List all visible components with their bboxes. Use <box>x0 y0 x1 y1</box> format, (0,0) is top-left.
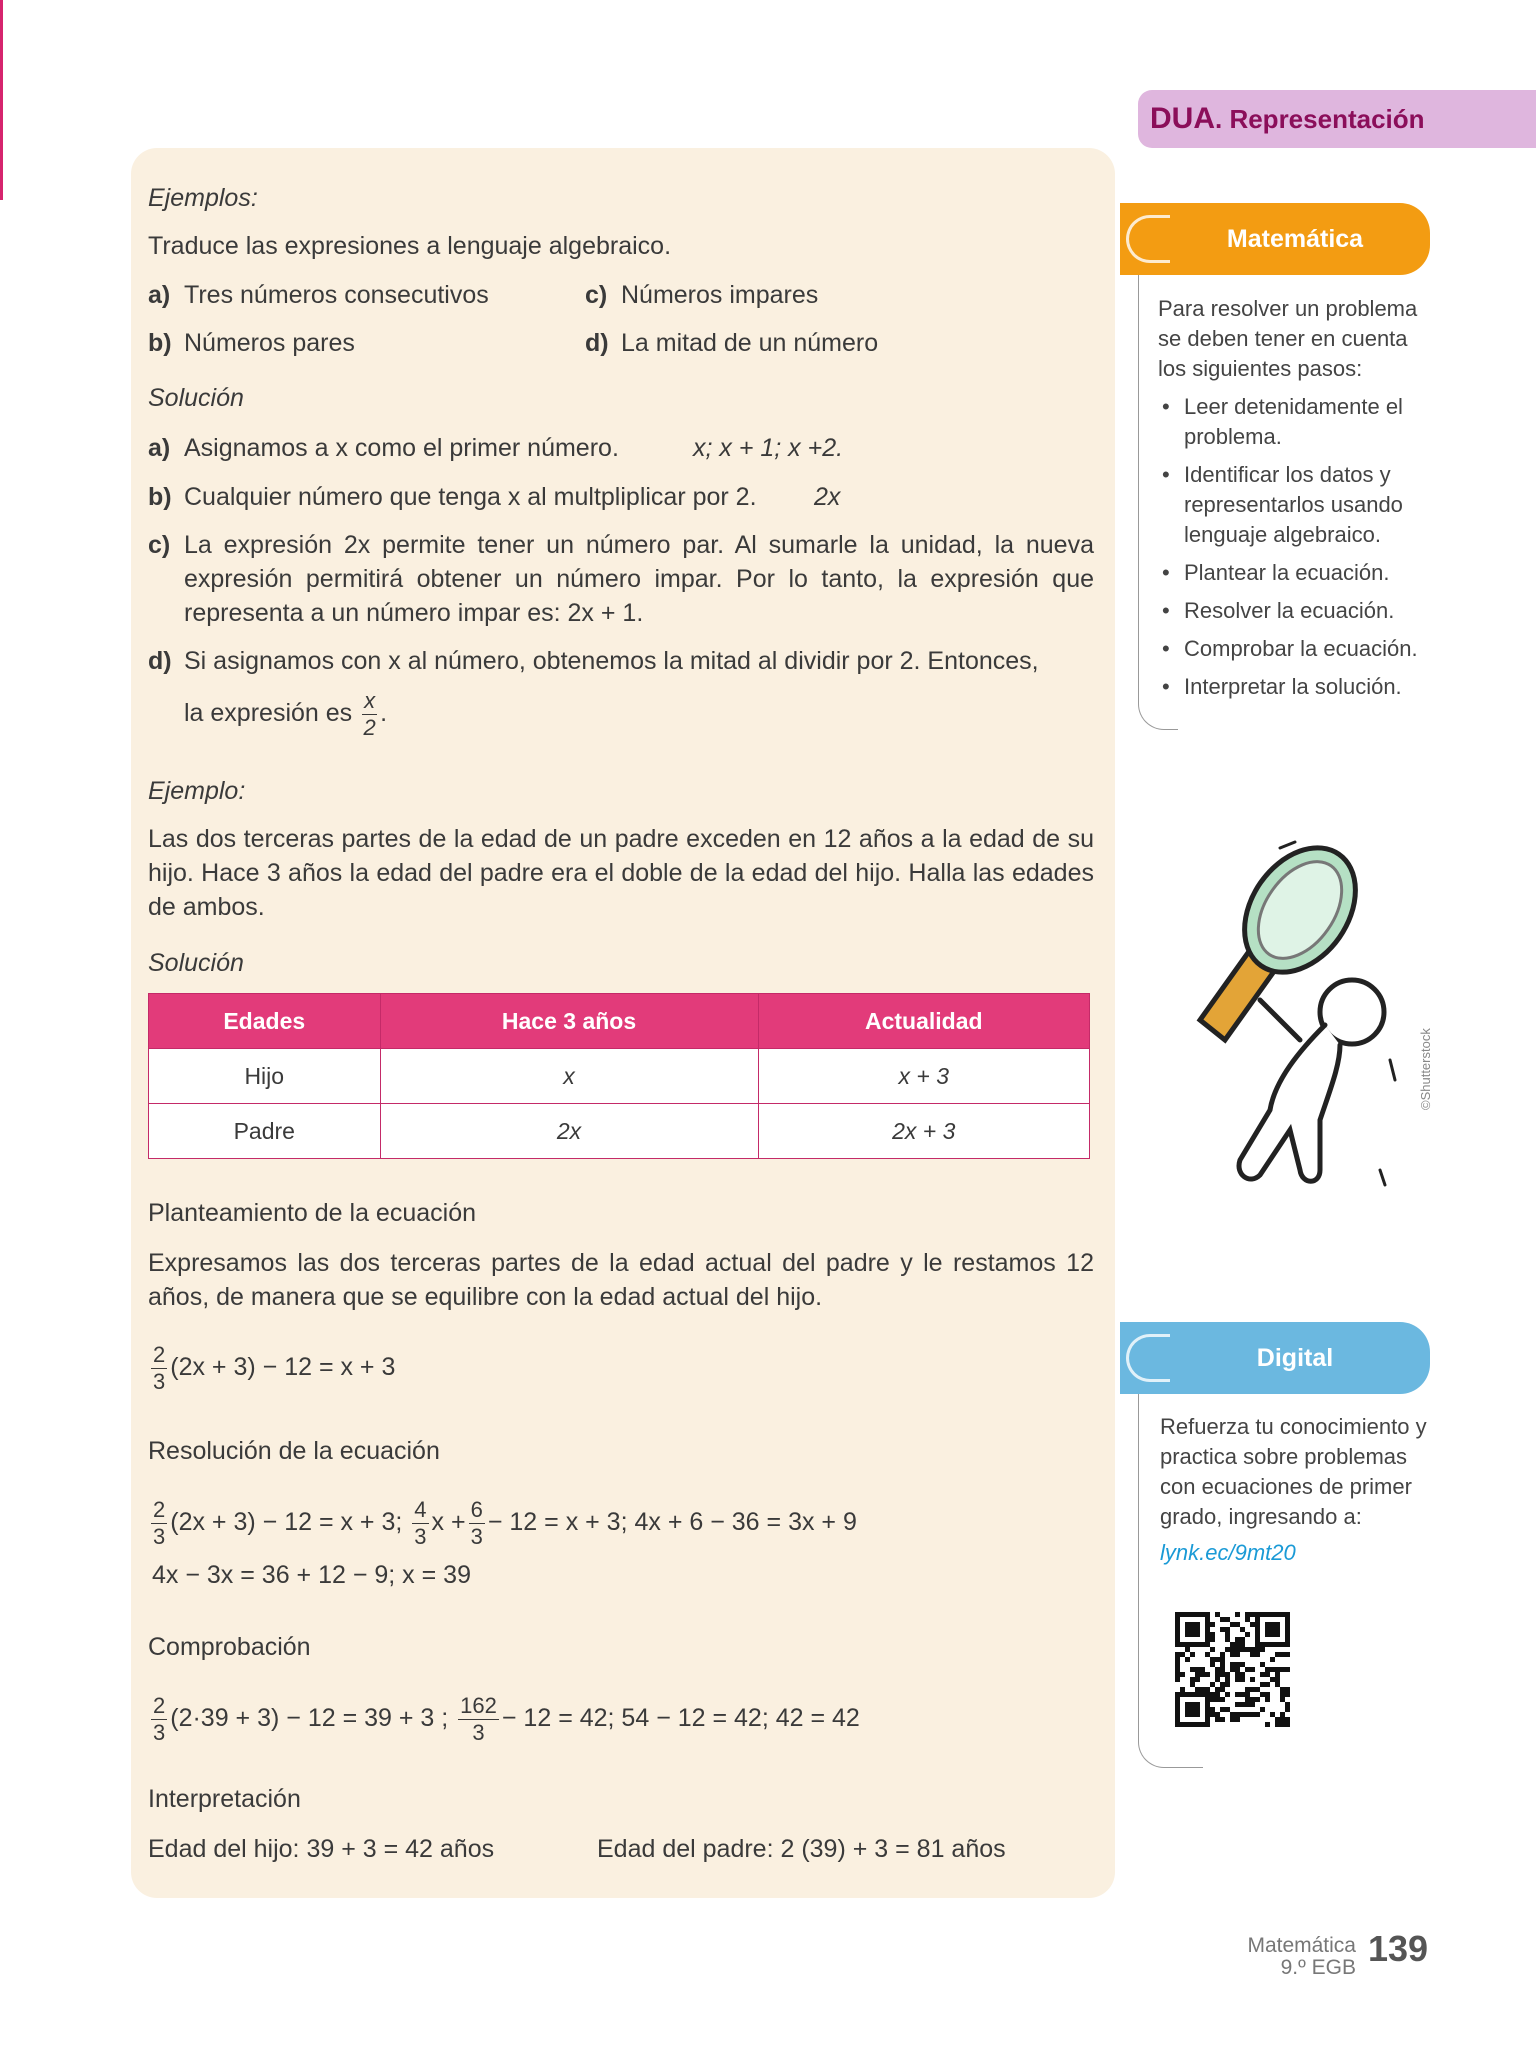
numerator: 2 <box>153 1342 166 1367</box>
item-label: d) <box>148 647 172 675</box>
math-steps-panel <box>1158 294 1438 702</box>
equation-2-line-2: 4x − 3x = 36 + 12 − 9; x = 39 <box>152 1561 471 1589</box>
example-item-d <box>585 326 878 360</box>
denominator: 3 <box>470 1524 483 1549</box>
numerator: 2 <box>153 1497 166 1522</box>
footer-grade: 9.º EGB <box>1280 1956 1356 1979</box>
numerator: 2 <box>153 1693 166 1718</box>
step-item: • Plantear la ecuación. <box>1158 558 1438 588</box>
solution-b <box>148 480 841 514</box>
dua-label: DUA <box>1150 102 1215 135</box>
planteamiento-title: Planteamiento de la ecuación <box>148 1199 477 1227</box>
resolucion-title: Resolución de la ecuación <box>148 1437 440 1465</box>
digital-panel <box>1160 1412 1438 1568</box>
digital-tab-label: Digital <box>1256 1343 1334 1372</box>
step-item: • Comprobar la ecuación. <box>1158 634 1438 664</box>
c-logo-icon <box>1126 1334 1170 1382</box>
equation-text: − 12 = x + 3; 4x + 6 − 36 = 3x + 9 <box>487 1508 857 1537</box>
equation-2 <box>148 1497 857 1550</box>
fraction <box>151 1693 167 1746</box>
item-text: La mitad de un número <box>621 329 879 357</box>
numerator: x <box>364 688 376 713</box>
examples-title: Ejemplos: <box>148 184 258 212</box>
item-text: Números pares <box>184 329 355 357</box>
dua-subtitle: . Representación <box>1215 104 1425 134</box>
table-cell: x + 3 <box>758 1049 1089 1104</box>
table-cell: Hijo <box>149 1049 381 1104</box>
item-label: c) <box>585 281 608 309</box>
numerator: 162 <box>460 1693 497 1718</box>
denominator: 3 <box>153 1369 166 1394</box>
denominator: 3 <box>472 1720 485 1745</box>
solution-answer: 2x <box>814 483 841 511</box>
solution-text: Cualquier número que tenga x al multpliplicar por 2. <box>184 483 757 511</box>
item-label: a) <box>148 434 171 462</box>
denominator: 3 <box>414 1524 427 1549</box>
digital-text: Refuerza tu conocimiento y practica sobre problemas con ecuaciones de primer grado, ingresando a: <box>1160 1414 1427 1529</box>
qr-code[interactable] <box>1175 1612 1290 1727</box>
table-cell: Padre <box>149 1104 381 1159</box>
equation-text: x + <box>431 1508 466 1537</box>
solution-d-expression <box>184 688 387 741</box>
father-age: Edad del padre: 2 (39) + 3 = 81 años <box>597 1835 1006 1863</box>
interpretacion-title: Interpretación <box>148 1785 301 1813</box>
example-item-c <box>585 278 818 312</box>
c-logo-icon <box>1126 215 1170 263</box>
math-tab-label: Matemática <box>1226 224 1364 253</box>
item-label: c) <box>148 531 171 559</box>
numerator: 4 <box>414 1497 427 1522</box>
item-label: b) <box>148 329 172 357</box>
solution-title: Solución <box>148 384 244 412</box>
table-header-row <box>149 994 1090 1049</box>
math-intro: Para resolver un problema se deben tener en cuenta los siguientes pasos: <box>1158 296 1418 381</box>
table-cell: x <box>380 1049 758 1104</box>
table-cell: 2x + 3 <box>758 1104 1089 1159</box>
examples-instruction: Traduce las expresiones a lenguaje algebraico. <box>148 232 672 260</box>
solution-d <box>148 644 1094 678</box>
problem-text: Las dos terceras partes de la edad de un padre exceden en 12 años a la edad de su hijo. Hace 3 años la edad del padre era el doble de la edad del hijo. Halla las edades de ambos. <box>148 825 1094 921</box>
page-number: 139 <box>1368 1928 1429 1969</box>
digital-tab <box>1120 1322 1430 1394</box>
step-item: • Identificar los datos y representarlos usando lenguaje algebraico. <box>1158 460 1438 550</box>
fraction <box>362 688 377 741</box>
image-credit: ©Shutterstock <box>1418 1028 1433 1110</box>
step-item: • Interpretar la solución. <box>1158 672 1438 702</box>
equation-text: (2x + 3) − 12 = x + 3 <box>170 1353 396 1382</box>
step-item: • Resolver la ecuación. <box>1158 596 1438 626</box>
steps-list <box>1158 392 1438 702</box>
solution-text: Si asignamos con x al número, obtenemos la mitad al dividir por 2. Entonces, <box>184 647 1039 675</box>
qr-module <box>1285 1722 1290 1727</box>
solution-c <box>148 528 1094 630</box>
planteamiento-text: Expresamos las dos terceras partes de la edad actual del padre y le restamos 12 años, de manera que se equilibre con la edad actual del hijo. <box>148 1249 1094 1311</box>
example2-title: Ejemplo: <box>148 777 246 805</box>
table-row <box>149 1104 1090 1159</box>
comprobacion-title: Comprobación <box>148 1633 311 1661</box>
column-header: Edades <box>149 994 381 1049</box>
math-tab <box>1120 203 1430 275</box>
denominator: 3 <box>153 1720 166 1745</box>
solution2-title: Solución <box>148 949 244 977</box>
solution-text: la expresión es <box>184 699 353 728</box>
fraction <box>469 1497 485 1550</box>
item-label: a) <box>148 281 171 309</box>
fraction <box>458 1693 499 1746</box>
item-label: b) <box>148 483 172 511</box>
fraction <box>151 1497 167 1550</box>
table-cell: 2x <box>380 1104 758 1159</box>
fraction <box>151 1342 167 1395</box>
item-label: d) <box>585 329 609 357</box>
column-header: Actualidad <box>758 994 1089 1049</box>
item-text: Tres números consecutivos <box>184 281 489 309</box>
period: . <box>380 699 388 728</box>
equation-1 <box>148 1342 395 1395</box>
ages-table <box>148 993 1090 1159</box>
solution-a <box>148 431 844 465</box>
fraction <box>412 1497 428 1550</box>
magnifier-figure-illustration <box>1180 840 1410 1220</box>
equation-text: − 12 = 42; 54 − 12 = 42; 42 = 42 <box>501 1704 860 1733</box>
solution-text: La expresión 2x permite tener un número par. Al sumarle la unidad, la nueva expresión permitirá obtener un número impar. Por lo tanto, la expresión que representa a un número impar es: 2x + 1. <box>184 531 1094 627</box>
digital-link[interactable]: lynk.ec/9mt20 <box>1160 1540 1296 1565</box>
example-item-b <box>148 326 355 360</box>
page-edge-marker <box>0 0 3 200</box>
column-header: Hace 3 años <box>380 994 758 1049</box>
example-item-a <box>148 278 489 312</box>
equation-3 <box>148 1693 860 1746</box>
step-item: • Leer detenidamente el problema. <box>1158 392 1438 452</box>
son-age: Edad del hijo: 39 + 3 = 42 años <box>148 1835 495 1863</box>
solution-answer: x; x + 1; x +2. <box>693 434 844 462</box>
numerator: 6 <box>470 1497 483 1522</box>
solution-text: Asignamos a x como el primer número. <box>184 434 619 462</box>
footer-subject <box>1247 1935 1356 1979</box>
dua-header <box>1138 90 1536 148</box>
denominator: 2 <box>363 715 376 740</box>
equation-text: (2·39 + 3) − 12 = 39 + 3 ; <box>170 1704 449 1733</box>
item-text: Números impares <box>621 281 819 309</box>
equation-text: (2x + 3) − 12 = x + 3; <box>170 1508 403 1537</box>
table-row <box>149 1049 1090 1104</box>
denominator: 3 <box>153 1524 166 1549</box>
footer-subject-name: Matemática <box>1247 1934 1356 1957</box>
